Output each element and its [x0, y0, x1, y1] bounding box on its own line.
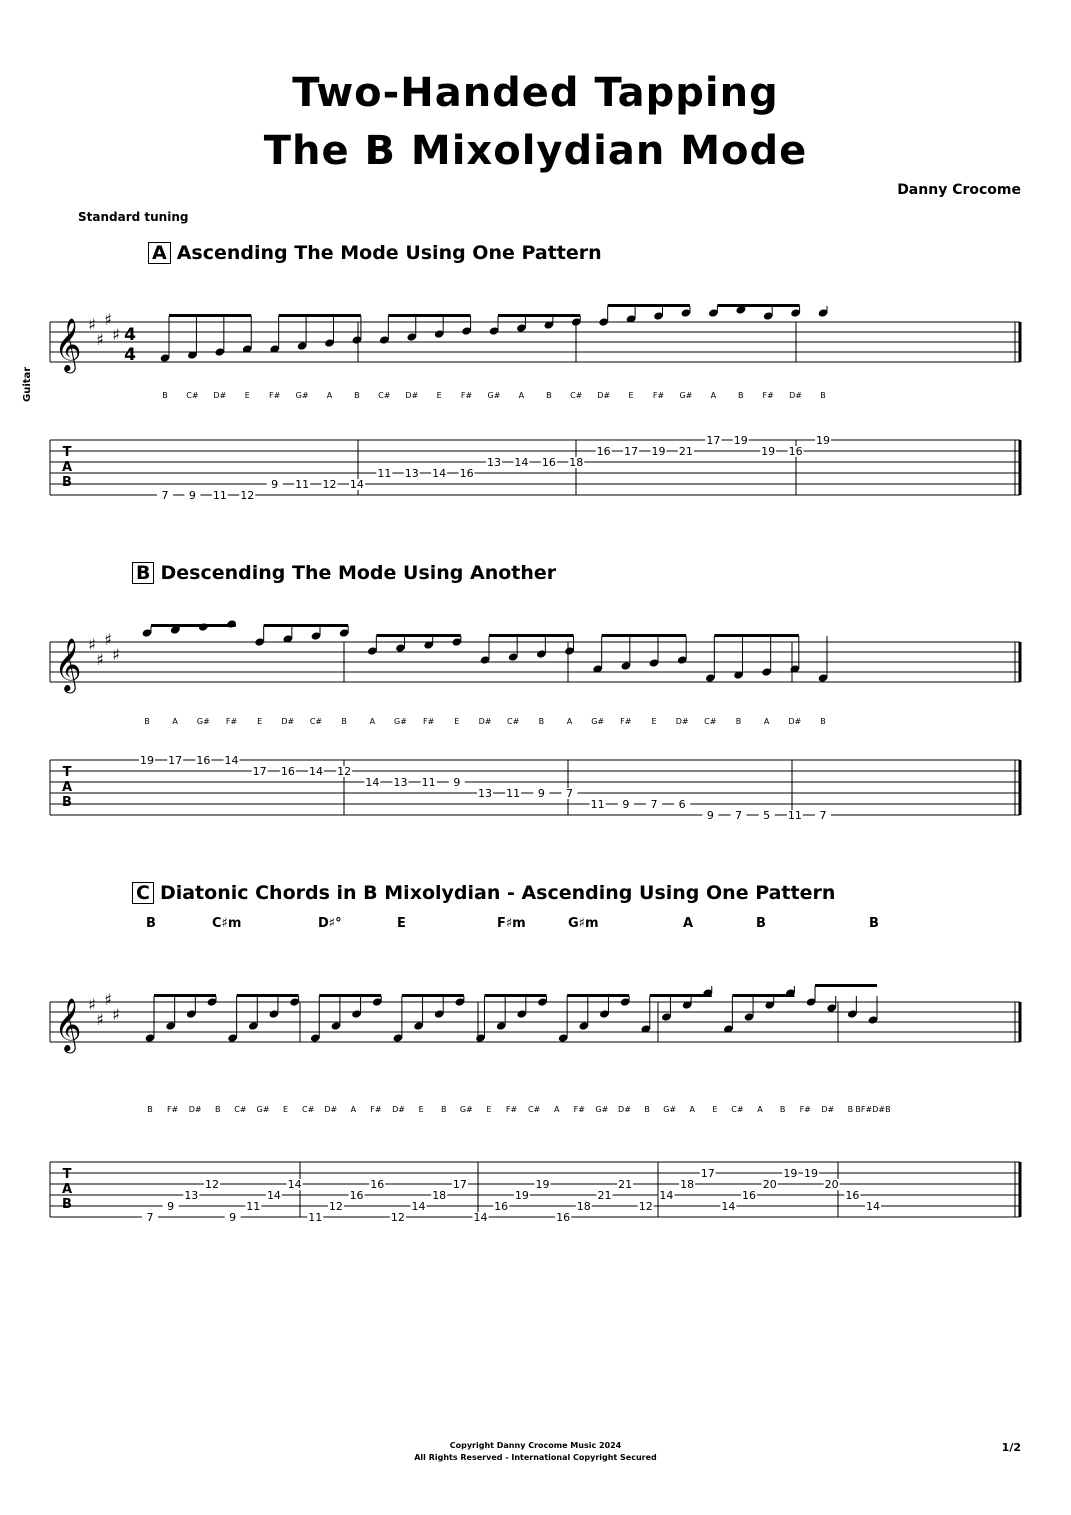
note-name-label: E	[454, 717, 460, 726]
tab-fret-number: 12	[240, 489, 255, 502]
chord-symbol: C♯m	[212, 916, 242, 931]
note-name-label: F#	[225, 717, 238, 726]
beam	[714, 634, 799, 637]
note-name-label: C#	[570, 391, 583, 400]
title-line-2: The B Mixolydian Mode	[263, 128, 808, 174]
beam	[376, 634, 461, 637]
key-signature-sharp-icon: ♯	[112, 645, 120, 664]
tab-fret-number: 16	[596, 445, 611, 458]
note-name-label: G#	[459, 1105, 473, 1114]
tab-fret-number: 19	[783, 1167, 798, 1180]
note-name-label: D#	[392, 1105, 405, 1114]
note-name-label: C#	[731, 1105, 744, 1114]
note-name-label: A	[369, 717, 376, 726]
key-signature-sharp-icon: ♯	[88, 995, 96, 1014]
beam	[567, 994, 629, 997]
note-name-label: F#	[652, 391, 665, 400]
tab-fret-number: 7	[819, 809, 827, 822]
note-name-label: F#	[460, 391, 473, 400]
beam	[608, 304, 690, 307]
note-name-label: A	[710, 391, 717, 400]
tab-fret-number: 11	[212, 489, 227, 502]
note-name-label: E	[418, 1105, 424, 1114]
note-name-label: G#	[595, 1105, 609, 1114]
key-signature-sharp-icon: ♯	[96, 1010, 104, 1029]
note-name-label: D#	[788, 717, 802, 726]
tab-fret-number: 21	[678, 445, 693, 458]
tab-fret-number: 7	[161, 489, 169, 502]
tab-fret-number: 11	[377, 467, 392, 480]
note-name-label: E	[283, 1105, 289, 1114]
beam	[319, 994, 381, 997]
note-name-label: C#	[309, 717, 323, 726]
note-name-label: D#	[478, 717, 492, 726]
section-a-title: Ascending The Mode Using One Pattern	[176, 242, 602, 264]
treble-clef-icon: 𝄞	[54, 997, 82, 1051]
note-name-label: C#	[302, 1105, 315, 1114]
note-name-label: D#	[213, 391, 227, 400]
tab-fret-number: 9	[167, 1200, 175, 1213]
chord-symbol: B	[756, 916, 766, 931]
tab-fret-number: 19	[651, 445, 666, 458]
instrument-name: Guitar	[22, 366, 33, 402]
note-name-label: BF#D#B	[855, 1105, 891, 1114]
beam	[169, 314, 251, 317]
note-name-label: F#	[166, 1105, 179, 1114]
note-name-label: D#	[405, 391, 419, 400]
note-name-label: E	[257, 717, 263, 726]
tab-fret-number: 16	[370, 1178, 385, 1191]
note-name-label: G#	[663, 1105, 677, 1114]
beam	[264, 624, 349, 627]
note-name-label: C#	[527, 1105, 541, 1114]
tab-fret-number: 12	[337, 765, 352, 778]
tab-fret-number: 11	[308, 1211, 323, 1224]
tab-fret-number: 9	[706, 809, 714, 822]
tab-fret-number: 16	[556, 1211, 571, 1224]
tab-fret-number: 9	[537, 787, 545, 800]
tab-fret-number: 19	[535, 1178, 550, 1191]
tab-fret-number: 16	[349, 1189, 364, 1202]
section-b-letter: B	[132, 562, 154, 584]
chord-symbol: E	[397, 916, 406, 931]
tab-fret-number: 11	[295, 478, 310, 491]
title-line-1: Two-Handed Tapping	[292, 70, 779, 116]
beam	[388, 314, 470, 317]
tab-fret-number: 13	[478, 787, 492, 800]
tab-fret-number: 12	[638, 1200, 653, 1213]
note-name-label: B	[354, 391, 360, 400]
section-a-letter: A	[148, 242, 171, 264]
note-name-label: C#	[704, 717, 717, 726]
note-name-label: G#	[394, 717, 407, 726]
note-name-label: F#	[423, 717, 435, 726]
tab-fret-number: 14	[473, 1211, 488, 1224]
tab-label: T	[62, 1167, 72, 1182]
chord-symbol: G♯m	[568, 916, 599, 931]
tab-fret-number: 12	[390, 1211, 405, 1224]
tab-fret-number: 14	[432, 467, 447, 480]
note-name-label: C#	[507, 717, 520, 726]
section-c-title: Diatonic Chords in B Mixolydian - Ascending Using One Pattern	[159, 882, 836, 904]
note-name-label: E	[486, 1105, 492, 1114]
tab-fret-number: 14	[266, 1189, 281, 1202]
note-name-label: E	[436, 391, 442, 400]
tab-fret-number: 14	[721, 1200, 736, 1213]
tab-fret-number: 9	[229, 1211, 237, 1224]
tab-fret-number: 19	[804, 1167, 819, 1180]
note-name-label: B	[147, 1105, 153, 1114]
tab-fret-number: 16	[788, 445, 803, 458]
tab-fret-number: 17	[452, 1178, 467, 1191]
beam	[650, 994, 712, 997]
beam	[154, 994, 216, 997]
tab-fret-number: 14	[309, 765, 323, 778]
tab-fret-number: 14	[866, 1200, 880, 1213]
tab-fret-number: 11	[590, 798, 605, 811]
tab-fret-number: 14	[287, 1178, 302, 1191]
note-name-label: A	[689, 1105, 695, 1114]
note-name-label: A	[763, 717, 770, 726]
note-name-label: D#	[324, 1105, 338, 1114]
time-signature-top: 4	[124, 325, 136, 345]
tab-fret-number: 20	[762, 1178, 777, 1191]
tab-fret-number: 16	[280, 765, 295, 778]
tab-fret-number: 17	[168, 754, 183, 767]
note-name-label: B	[644, 1105, 650, 1114]
tab-fret-number: 17	[624, 445, 639, 458]
tab-fret-number: 20	[824, 1178, 839, 1191]
tab-fret-number: 16	[541, 456, 556, 469]
tab-fret-number: 7	[735, 809, 742, 822]
note-name-label: C#	[234, 1105, 247, 1114]
beam	[732, 994, 794, 997]
tab-label: B	[62, 795, 72, 810]
note-name-label: A	[172, 717, 178, 726]
tab-fret-number: 19	[816, 434, 830, 447]
section-b-title: Descending The Mode Using Another	[160, 562, 557, 584]
tab-fret-number: 11	[421, 776, 436, 789]
note-name-label: A	[326, 391, 333, 400]
note-name-label: B	[738, 391, 744, 400]
note-name-label: B	[820, 391, 826, 400]
tab-fret-number: 17	[700, 1167, 715, 1180]
tab-fret-number: 17	[706, 434, 721, 447]
tab-fret-number: 17	[252, 765, 267, 778]
note-name-label: A	[566, 717, 573, 726]
note-name-label: B	[779, 1105, 786, 1114]
note-name-label: A	[757, 1105, 763, 1114]
key-signature-sharp-icon: ♯	[104, 630, 112, 649]
beam	[602, 634, 687, 637]
note-name-label: B	[820, 717, 826, 726]
note-name-label: D#	[281, 717, 295, 726]
tab-label: T	[62, 765, 72, 780]
key-signature-sharp-icon: ♯	[88, 635, 96, 654]
note-name-label: D#	[618, 1105, 631, 1114]
key-signature-sharp-icon: ♯	[88, 315, 96, 334]
note-name-label: G#	[679, 391, 693, 400]
note-name-label: D#	[188, 1105, 202, 1114]
note-name-label: A	[518, 391, 525, 400]
tab-fret-number: 14	[514, 456, 529, 469]
tab-fret-number: 9	[622, 798, 630, 811]
beam	[402, 994, 464, 997]
note-name-label: E	[651, 717, 657, 726]
key-signature-sharp-icon: ♯	[96, 330, 104, 349]
beam	[485, 994, 547, 997]
note-name-label: D#	[597, 391, 611, 400]
tab-fret-number: 11	[246, 1200, 261, 1213]
note-name-label: B	[215, 1105, 221, 1114]
beam	[717, 304, 799, 307]
tab-fret-number: 18	[680, 1178, 695, 1191]
tab-label: B	[62, 475, 72, 490]
note-name-label: F#	[573, 1105, 585, 1114]
note-name-label: G#	[295, 391, 309, 400]
tab-fret-number: 21	[618, 1178, 633, 1191]
note-name-label: E	[628, 391, 634, 400]
note-name-label: B	[847, 1105, 854, 1114]
tab-fret-number: 6	[678, 798, 686, 811]
tab-fret-number: 19	[514, 1189, 529, 1202]
note-name-label: F#	[370, 1105, 382, 1114]
note-name-label: D#	[675, 717, 689, 726]
tab-fret-number: 14	[411, 1200, 426, 1213]
note-name-label: A	[553, 1105, 560, 1114]
tab-label: B	[62, 1197, 72, 1212]
note-name-label: A	[350, 1105, 357, 1114]
tab-fret-number: 18	[432, 1189, 447, 1202]
tab-fret-number: 16	[742, 1189, 757, 1202]
copyright-line-1: Copyright Danny Crocome Music 2024	[449, 1441, 622, 1450]
chord-symbol: F♯m	[497, 916, 526, 931]
tab-fret-number: 13	[184, 1189, 199, 1202]
key-signature-sharp-icon: ♯	[104, 990, 112, 1009]
tab-fret-number: 13	[404, 467, 419, 480]
tab-fret-number: 9	[453, 776, 461, 789]
tab-fret-number: 7	[650, 798, 658, 811]
tab-fret-number: 14	[349, 478, 364, 491]
tab-fret-number: 12	[328, 1200, 343, 1213]
treble-clef-icon: 𝄞	[54, 637, 82, 691]
tuning: Standard tuning	[78, 210, 189, 224]
note-name-label: C#	[186, 391, 199, 400]
tab-fret-number: 14	[659, 1189, 674, 1202]
tab-fret-number: 11	[506, 787, 521, 800]
section-c-letter: C	[132, 882, 154, 904]
tab-fret-number: 16	[196, 754, 211, 767]
time-signature-bottom: 4	[124, 345, 136, 365]
note-name-label: B	[440, 1105, 447, 1114]
note-name-label: B	[341, 717, 347, 726]
tab-fret-number: 14	[365, 776, 380, 789]
key-signature-sharp-icon: ♯	[96, 650, 104, 669]
beam	[498, 314, 580, 317]
tab-label: A	[61, 460, 73, 475]
chord-symbol: B	[869, 916, 879, 931]
beam	[279, 314, 361, 317]
tab-label: T	[62, 445, 72, 460]
note-name-label: G#	[591, 717, 605, 726]
tab-fret-number: 14	[224, 754, 239, 767]
note-name-label: B	[162, 391, 168, 400]
copyright-line-2: All Rights Reserved - International Copyright Secured	[414, 1453, 657, 1462]
note-name-label: F#	[799, 1105, 811, 1114]
note-name-label: F#	[269, 391, 281, 400]
note-name-label: F#	[505, 1105, 518, 1114]
tab-fret-number: 18	[576, 1200, 591, 1213]
note-name-label: C#	[378, 391, 391, 400]
note-name-label: D#	[789, 391, 803, 400]
tab-fret-number: 13	[487, 456, 501, 469]
page-number: 1/2	[1001, 1441, 1021, 1454]
tab-fret-number: 9	[188, 489, 196, 502]
note-name-label: F#	[620, 717, 632, 726]
tab-label: A	[61, 1182, 73, 1197]
beam	[489, 634, 574, 637]
note-name-label: B	[546, 391, 552, 400]
tab-fret-number: 13	[393, 776, 408, 789]
tab-fret-number: 19	[733, 434, 748, 447]
note-name-label: G#	[196, 717, 210, 726]
chord-symbol: B	[146, 916, 156, 931]
key-signature-sharp-icon: ♯	[112, 1005, 120, 1024]
tab-fret-number: 7	[566, 787, 573, 800]
beam	[237, 994, 299, 997]
tab-fret-number: 16	[845, 1189, 860, 1202]
tab-fret-number: 16	[494, 1200, 509, 1213]
tab-fret-number: 21	[597, 1189, 612, 1202]
tab-fret-number: 12	[204, 1178, 219, 1191]
chord-symbol: D♯°	[318, 916, 342, 931]
tab-fret-number: 7	[146, 1211, 154, 1224]
tab-fret-number: 19	[761, 445, 776, 458]
note-name-label: D#	[821, 1105, 835, 1114]
note-name-label: F#	[762, 391, 774, 400]
beam	[151, 624, 236, 627]
note-name-label: E	[712, 1105, 718, 1114]
tab-fret-number: 19	[140, 754, 154, 767]
key-signature-sharp-icon: ♯	[104, 310, 112, 329]
tab-fret-number: 5	[763, 809, 771, 822]
tab-fret-number: 9	[271, 478, 279, 491]
tab-fret-number: 16	[459, 467, 474, 480]
composer: Danny Crocome	[897, 182, 1021, 198]
key-signature-sharp-icon: ♯	[112, 325, 120, 344]
beam	[815, 984, 877, 987]
note-name-label: B	[735, 717, 742, 726]
treble-clef-icon: 𝄞	[54, 317, 82, 371]
note-name-label: B	[144, 717, 150, 726]
tab-label: A	[61, 780, 73, 795]
note-name-label: G#	[256, 1105, 270, 1114]
note-name-label: G#	[487, 391, 501, 400]
note-name-label: E	[244, 391, 250, 400]
chord-symbol: A	[683, 916, 694, 931]
tab-fret-number: 18	[569, 456, 584, 469]
tab-fret-number: 11	[787, 809, 802, 822]
note-name-label: B	[538, 717, 545, 726]
tab-fret-number: 12	[322, 478, 337, 491]
